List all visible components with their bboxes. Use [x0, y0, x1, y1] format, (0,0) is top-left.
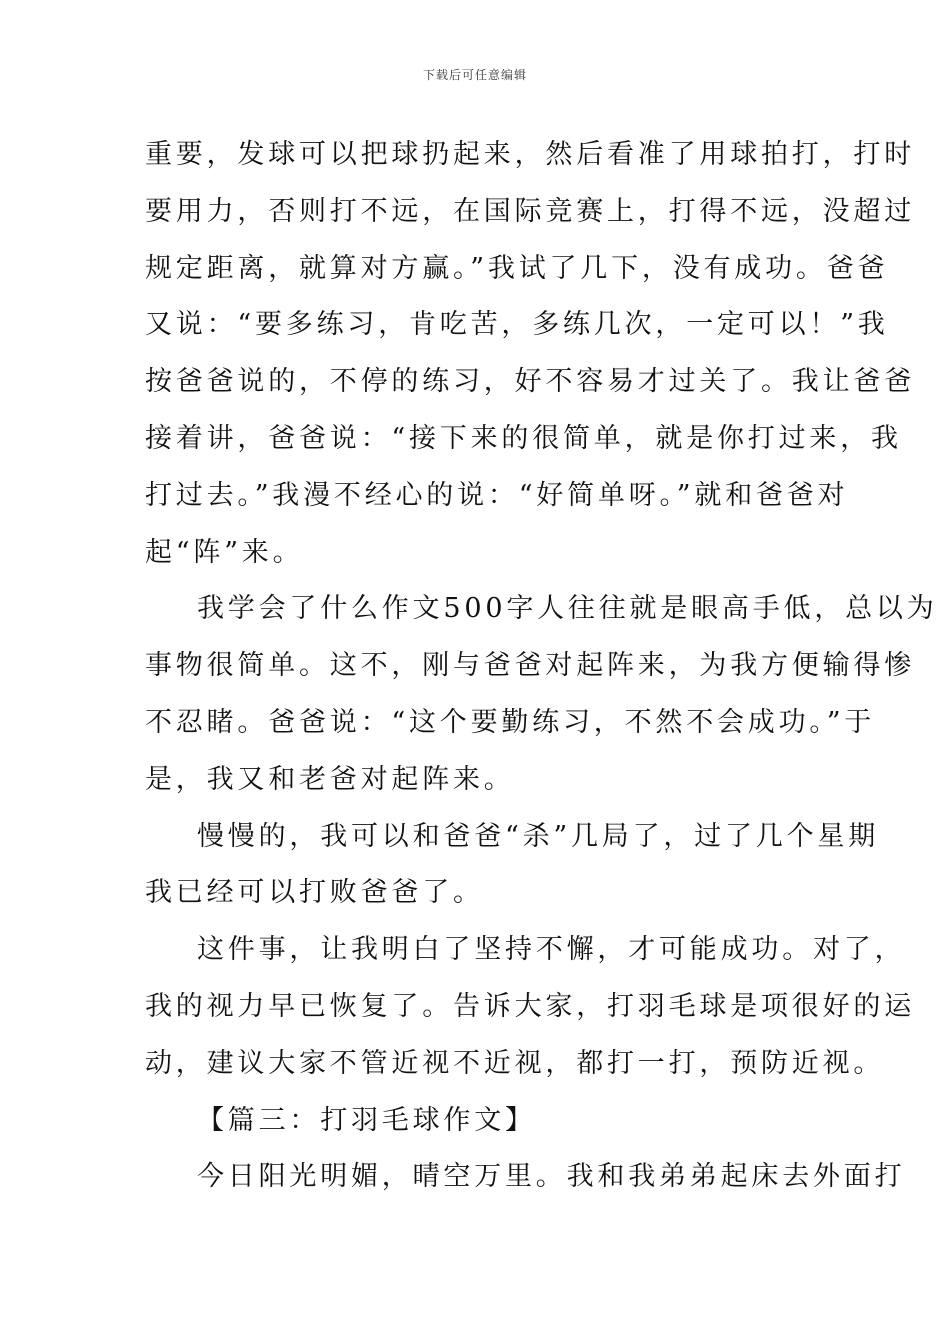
paragraph: [145, 1149, 906, 1206]
paragraph: [145, 809, 880, 923]
text-line: 按爸爸说的，不停的练习，好不容易才过关了。我让爸爸: [145, 366, 915, 398]
text-line: 起“阵”来。: [145, 536, 304, 568]
header-note: 下载后可任意编辑: [422, 68, 527, 82]
text-line: 我已经可以打败爸爸了。: [145, 877, 484, 909]
heading-line: 【篇三：打羽毛球作文】: [197, 1104, 536, 1136]
text-line: 不忍睹。爸爸说：“这个要勤练习，不然不会成功。”于: [145, 706, 876, 738]
text-line: 我学会了什么作文500字人往往就是眼高手低，总以为: [197, 593, 938, 625]
text-line: 事物很简单。这不，刚与爸爸对起阵来，为我方便输得惨: [145, 650, 915, 682]
text-line: 我的视力早已恢复了。告诉大家，打羽毛球是项很好的运: [145, 990, 915, 1022]
text-line: 今日阳光明媚，晴空万里。我和我弟弟起床去外面打: [197, 1161, 906, 1193]
text-line: 打过去。”我漫不经心的说：“好简单呀。”就和爸爸对: [145, 479, 849, 511]
paragraph: [145, 581, 938, 808]
paragraph: [145, 127, 915, 581]
text-line: 动，建议大家不管近视不近视，都打一打，预防近视。: [145, 1047, 885, 1079]
paragraph: [145, 922, 915, 1092]
text-line: 接着讲，爸爸说：“接下来的很简单，就是你打过来，我: [145, 422, 902, 454]
text-line: 要用力，否则打不远，在国际竞赛上，打得不远，没超过: [145, 195, 915, 227]
text-line: 又说：“要多练习，肯吃苦，多练几次，一定可以！”我: [145, 309, 889, 341]
text-line: 这件事，让我明白了坚持不懈，才可能成功。对了，: [197, 934, 906, 966]
section-heading: [145, 1093, 807, 1150]
text-line: 慢慢的，我可以和爸爸“杀”几局了，过了几个星期: [197, 820, 880, 852]
text-line: 规定距离，就算对方赢。”我试了几下，没有成功。爸爸: [145, 252, 889, 284]
text-line: 重要，发球可以把球扔起来，然后看准了用球拍打，打时: [145, 139, 915, 170]
text-line: 是，我又和老爸对起阵来。: [145, 763, 515, 795]
document-body: [145, 127, 938, 1206]
